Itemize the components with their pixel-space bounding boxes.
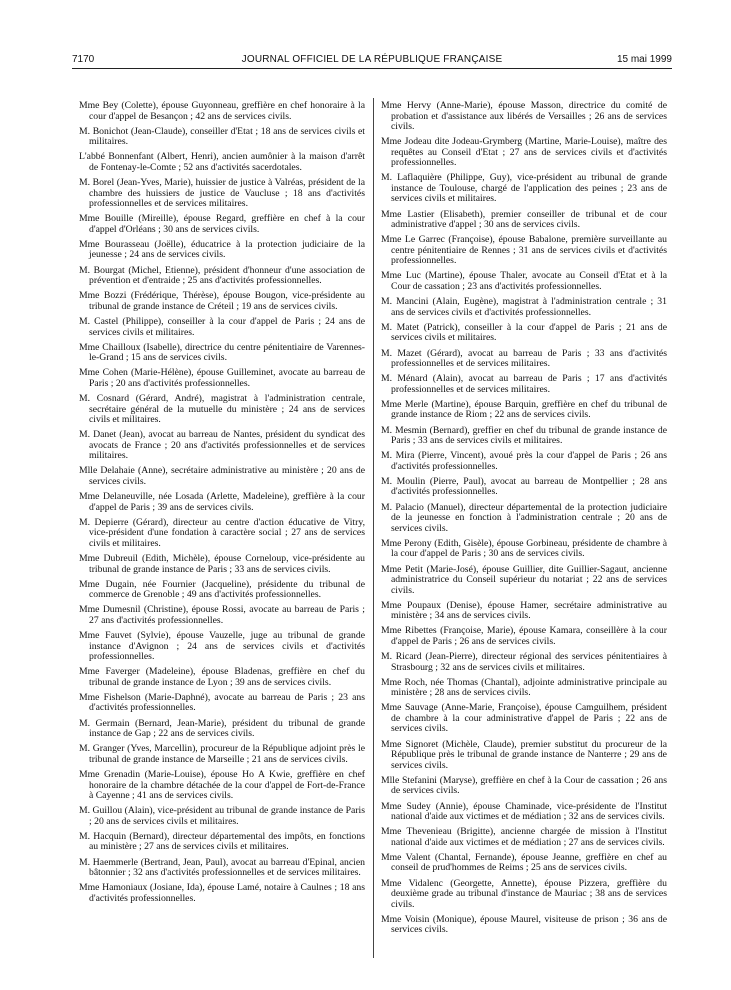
list-item: Mme Faverger (Madeleine), épouse Bladenas, greffière en chef du tribunal de grande instance de Lyon ; 39 ans de services civils. [79,666,365,688]
list-item: Mme Voisin (Monique), épouse Maurel, visiteuse de prison ; 36 ans de services civils. [381,913,667,936]
list-item: Mme Petit (Marie-José), épouse Guillier, dite Guillier-Sagaut, ancienne administratrice du Conseil supérieur du notariat ; 22 ans de services civils. [381,563,667,596]
list-item: M. Palacio (Manuel), directeur départemental de la protection judiciaire de la jeunesse en fonction à l'administration centrale ; 20 ans de services civils. [381,501,667,534]
list-item: M. Ricard (Jean-Pierre), directeur régional des services pénitentiaires à Strasbourg ; 32 ans de services civils et militaires. [381,651,667,673]
list-item: M. Ménard (Alain), avocat au barreau de Paris ; 17 ans d'activités professionnelles et de services militaires. [381,373,667,395]
list-item: Mlle Stefanini (Maryse), greffière en chef à la Cour de cassation ; 26 ans de services civils. [381,774,667,797]
right-column [381,101,667,940]
list-item: M. Moulin (Pierre, Paul), avocat au barreau de Montpellier ; 28 ans d'activités professionnelles. [381,475,667,498]
list-item: Mme Thevenieau (Brigitte), ancienne chargée de mission à l'Institut national d'aide aux victimes et de médiation ; 27 ans de services civils. [381,826,667,848]
list-item: Mme Chailloux (Isabelle), directrice du centre pénitentiaire de Varennes-le-Grand ; 15 ans de services civils. [79,341,365,364]
list-item: M. Mancini (Alain, Eugène), magistrat à l'administration centrale ; 31 ans de services civils et d'activités professionnelles. [381,296,667,318]
list-item: Mme Merle (Martine), épouse Barquin, greffière en chef du tribunal de grande instance de Riom ; 22 ans de services civils. [381,398,667,421]
list-item: Mme Delaneuville, née Losada (Arlette, Madeleine), greffière à la cour d'appel de Paris ; 39 ans de services civils. [79,491,365,513]
list-item: Mme Dubreuil (Edith, Michèle), épouse Corneloup, vice-présidente au tribunal de grande instance de Paris ; 33 ans de services civils. [79,553,365,575]
list-item: Mme Roch, née Thomas (Chantal), adjointe administrative principale au ministère ; 28 ans de services civils. [381,676,667,699]
list-item: M. Haemmerle (Bertrand, Jean, Paul), avocat au barreau d'Epinal, ancien bâtonnier ; 32 ans d'activités professionnelles et de services militaires. [79,856,365,879]
list-item: M. Matet (Patrick), conseiller à la cour d'appel de Paris ; 21 ans de services civils et militaires. [381,321,667,344]
issue-date: 15 mai 1999 [616,54,672,65]
list-item: Mme Lastier (Elisabeth), premier conseiller de tribunal et de cour administrative d'appel ; 30 ans de services civils. [381,208,667,231]
list-item: Mme Cohen (Marie-Hélène), épouse Guilleminet, avocate au barreau de Paris ; 20 ans d'activités professionnelles. [79,367,365,389]
column-divider [373,98,374,958]
list-item: Mme Perony (Edith, Gisèle), épouse Gorbineau, présidente de chambre à la cour d'appel de Paris ; 30 ans de services civils. [381,537,667,560]
list-item: M. Depierre (Gérard), directeur au centre d'action éducative de Vitry, vice-président d'une fondation à caractère social ; 27 ans de services civils et militaires. [79,516,365,549]
header-rule [72,68,672,69]
list-item: Mme Bey (Colette), épouse Guyonneau, greffière en chef honoraire à la cour d'appel de Besançon ; 42 ans de services civils. [79,100,365,122]
list-item: M. Cosnard (Gérard, André), magistrat à l'administration centrale, secrétaire général de la mutuelle du ministère ; 24 ans de services civils et militaires. [79,393,365,426]
list-item: Mme Bourasseau (Joëlle), éducatrice à la protection judiciaire de la jeunesse ; 24 ans de services civils. [79,238,365,261]
page-header [72,54,672,68]
page-number: 7170 [72,54,95,65]
list-item: M. Bonichot (Jean-Claude), conseiller d'Etat ; 18 ans de services civils et militaires. [79,125,365,148]
list-item: Mme Jodeau dite Jodeau-Grymberg (Martine, Marie-Louise), maître des requêtes au Conseil d'Etat ; 27 ans de services civils et d'activités professionnelles. [381,136,667,169]
list-item: M. Mesmin (Bernard), greffier en chef du tribunal de grande instance de Paris ; 33 ans de services civils et militaires. [381,424,667,447]
list-item: M. Hacquin (Bernard), directeur départemental des impôts, en fonctions au ministère ; 27 ans de services civils et militaires. [79,830,365,853]
list-item: M. Guillou (Alain), vice-président au tribunal de grande instance de Paris ; 20 ans de services civils et militaires. [79,805,365,827]
list-item: L'abbé Bonnenfant (Albert, Henri), ancien aumônier à la maison d'arrêt de Fontenay-le-Comte ; 52 ans d'activités sacerdotales. [79,151,365,173]
list-item: Mme Sudey (Annie), épouse Chaminade, vice-présidente de l'Institut national d'aide aux victimes et de médiation ; 32 ans de services civils. [381,800,667,822]
list-item: Mme Grenadin (Marie-Louise), épouse Ho A Kwie, greffière en chef honoraire de la chambre détachée de la cour d'appel de Fort-de-France à Cayenne ; 41 ans de services civils. [79,769,365,801]
list-item: Mme Poupaux (Denise), épouse Hamer, secrétaire administrative au ministère ; 34 ans de services civils. [381,599,667,622]
list-item: Mme Dugain, née Fournier (Jacqueline), présidente du tribunal de commerce de Grenoble ; 49 ans d'activités professionnelles. [79,578,365,601]
list-item: Mme Ribettes (Françoise, Marie), épouse Kamara, conseillère à la cour d'appel de Paris ; 26 ans de services civils. [381,625,667,647]
list-item: Mme Valent (Chantal, Fernande), épouse Jeanne, greffière en chef au conseil de prud'hommes de Reims ; 25 ans de services civils. [381,851,667,874]
list-item: Mme Bozzi (Frédérique, Thérèse), épouse Bougon, vice-présidente au tribunal de grande instance de Créteil ; 19 ans de services civils. [79,290,365,312]
list-item: Mme Hervy (Anne-Marie), épouse Masson, directrice du comité de probation et d'assistance aux libérés de Versailles ; 26 ans de services civils. [381,100,667,132]
list-item: Mme Dumesnil (Christine), épouse Rossi, avocate au barreau de Paris ; 27 ans d'activités professionnelles. [79,604,365,626]
list-item: Mme Bouille (Mireille), épouse Regard, greffière en chef à la cour d'appel d'Orléans ; 30 ans de services civils. [79,213,365,235]
list-item: M. Germain (Bernard, Jean-Marie), président du tribunal de grande instance de Gap ; 22 ans de services civils. [79,717,365,740]
list-item: M. Mazet (Gérard), avocat au barreau de Paris ; 33 ans d'activités professionnelles et de services militaires. [381,347,667,369]
list-item: Mme Signoret (Michèle, Claude), premier substitut du procureur de la République près le tribunal de grande instance de Nanterre ; 29 ans de services civils. [381,738,667,771]
list-item: M. Mira (Pierre, Vincent), avoué près la cour d'appel de Paris ; 26 ans d'activités professionnelles. [381,450,667,472]
list-item: Mme Le Garrec (Françoise), épouse Babalone, première surveillante au centre pénitentiaire de Rennes ; 31 ans de services civils et d'activités professionnelles. [381,234,667,267]
journal-title: JOURNAL OFFICIEL DE LA RÉPUBLIQUE FRANÇAISE [241,54,503,65]
list-item: M. Borel (Jean-Yves, Marie), huissier de justice à Valréas, président de la chambre des huissiers de justice de Vaucluse ; 18 ans d'activités professionnelles et de services militaires. [79,177,365,210]
left-column [79,101,365,909]
list-item: Mlle Delahaie (Anne), secrétaire administrative au ministère ; 20 ans de services civils. [79,465,365,487]
list-item: M. Laflaquière (Philippe, Guy), vice-président au tribunal de grande instance de Toulouse, chargé de l'application des peines ; 23 ans de services civils et militaires. [381,172,667,205]
list-item: M. Bourgat (Michel, Etienne), président d'honneur d'une association de prévention et d'entraide ; 25 ans d'activités professionnelles. [79,264,365,287]
list-item: M. Granger (Yves, Marcellin), procureur de la République adjoint près le tribunal de grande instance de Marseille ; 21 ans de services civils. [79,743,365,765]
list-item: M. Castel (Philippe), conseiller à la cour d'appel de Paris ; 24 ans de services civils et militaires. [79,316,365,338]
list-item: Mme Fishelson (Marie-Daphné), avocate au barreau de Paris ; 23 ans d'activités professionnelles. [79,691,365,714]
list-item: M. Danet (Jean), avocat au barreau de Nantes, président du syndicat des avocats de France ; 20 ans d'activités professionnelles et de services militaires. [79,429,365,462]
list-item: Mme Hamoniaux (Josiane, Ida), épouse Lamé, notaire à Caulnes ; 18 ans d'activités professionnelles. [79,882,365,904]
list-item: Mme Vidalenc (Georgette, Annette), épouse Pizzera, greffière du deuxième grade au tribunal d'instance de Mauriac ; 38 ans de services civils. [381,877,667,910]
list-item: Mme Sauvage (Anne-Marie, Françoise), épouse Camguilhem, président de chambre à la cour administrative d'appel de Paris ; 22 ans de services civils. [381,702,667,735]
list-item: Mme Luc (Martine), épouse Thaler, avocate au Conseil d'Etat et à la Cour de cassation ; 23 ans d'activités professionnelles. [381,270,667,292]
list-item: Mme Fauvet (Sylvie), épouse Vauzelle, juge au tribunal de grande instance d'Avignon ; 24 ans de services civils et d'activités professionnelles. [79,630,365,663]
